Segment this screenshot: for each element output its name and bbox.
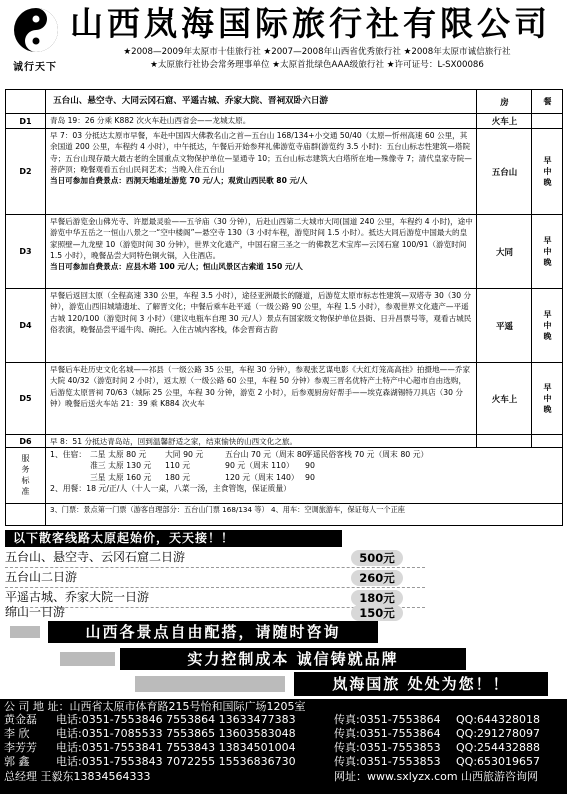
contact-row	[4, 741, 564, 754]
service-line: 4、用车：空调旅游车，保证每人一个正座	[271, 505, 405, 514]
contact-qq: QQ:291278097	[456, 727, 541, 740]
day-label: D5	[6, 363, 46, 434]
contact-fax: 传真:0351-7553864	[334, 713, 441, 726]
day-description: 青岛 19：26 分乘 K882 次火车赴山西省会——龙城太原。	[47, 114, 477, 128]
honors-line: ★太原旅行社协会常务理事单位 ★太原首批绿色AAA级旅行社 ★许可证号：L-SX00086	[150, 60, 484, 70]
day-meals: 早 中 晚	[543, 236, 552, 267]
letterhead	[0, 0, 567, 86]
day-description: 早餐后游览金山佛光寺、许愿最灵验——五爷庙（30 分钟），后赴山西第二大城市大同(国道 240 公里，车程约 4 小时)，途中游览中华五岳之一恒山八景之一“空中楼阁”—悬空寺 130（3 小时车程，游览时间 1.5 小时）。抵达大同后游览中国最大的皇家照壁—九龙壁 10（游览时间 30 分钟），世界文化遗产，中国石窟三圣之一的佛教艺术宝库—云冈石窟 100/91（游览时间 1.5 小时），晚餐品尝大同特色铜火锅，入住酒店。 当日可参加自费景点：应县木塔 100 元/人；恒山风景区古索道 150 元/人	[47, 215, 477, 288]
contact-name: 郭 鑫	[4, 755, 30, 768]
day-description: 早 8：51 分抵达青岛站，回到温馨舒适之家，结束愉快的山西文化之旅。	[47, 435, 477, 447]
day-label: D4	[6, 289, 46, 362]
company-honors	[70, 46, 564, 72]
contact-footer	[0, 699, 567, 794]
price-banner: 以下散客线路太原起始价，天天接！！	[5, 530, 342, 547]
day-hotel: 五台山	[478, 129, 532, 214]
decoration	[135, 676, 285, 692]
contact-fax: 传真:0351-7553853	[334, 755, 441, 768]
day-meals: 早 中 晚	[543, 383, 552, 414]
day-label: D1	[6, 114, 46, 128]
day-hotel: 火车上	[478, 363, 532, 434]
day-meals	[533, 435, 562, 447]
day-hotel: 平遥	[478, 289, 532, 362]
day-description: 早餐后车赴历史文化名城——祁县（一级公路 35 公里，车程 30 分钟），参观张艺谋电影《大红灯笼高高挂》拍摄地——乔家大院 40/32（游览时间 2 小时），返太原（一级公路 60 公里，车程 50 分钟）参观三晋名优特产土特产中心超市自由选购，后游览太原晋祠 70/63（城际 25 公里，车程 30 分钟，游览 2 小时），后参观厨房好帮手——埃克森湖锡特刀具店（30 分钟）晚餐后送火车站 21：39 乘 K884 次火车	[47, 363, 477, 434]
day-row	[6, 215, 562, 289]
tour-name: 平遥古城、乔家大院一日游	[5, 590, 150, 604]
company-name: 山西岚海国际旅行社有限公司	[70, 4, 551, 43]
tour-name: 五台山、悬空寺、云冈石窟二日游	[5, 550, 186, 564]
slogan-banner: 实力控制成本 诚信铸就品牌	[120, 648, 466, 670]
contact-phone: 电话:0351-7553841 7553843 13834501004	[56, 741, 296, 754]
hotel-header: 房	[478, 90, 532, 113]
contact-qq: QQ:644328018	[456, 713, 541, 726]
contact-name: 李芳芳	[4, 741, 37, 754]
contact-name: 李 欣	[4, 727, 30, 740]
contact-row	[4, 713, 564, 726]
tour-price: 260元	[351, 570, 403, 586]
price-item	[5, 548, 405, 567]
day-meals: 早 中 晚	[543, 156, 552, 187]
contact-phone: 电话:0351-7553843 7072255 15536836730	[56, 755, 296, 768]
tour-name: 五台山二日游	[5, 570, 78, 584]
day-row	[6, 435, 562, 448]
decoration	[60, 652, 115, 666]
company-slogan: 诚行天下	[13, 62, 57, 73]
day-label: D2	[6, 129, 46, 214]
price-item	[5, 603, 405, 622]
service-standards-more	[6, 504, 562, 525]
hotel-row: 准三 太原 130 元 110 元 90 元（周末 110） 90	[90, 461, 315, 471]
price-item	[5, 568, 405, 587]
day-row	[6, 289, 562, 363]
contact-row	[4, 755, 564, 768]
contact-phone: 电话:0351-7553846 7553864 13633477383	[56, 713, 296, 726]
day-meals	[533, 114, 562, 128]
honors-line: ★2008—2009年太原市十佳旅行社 ★2007—2008年山西省优秀旅行社 ★2008年太原市诚信旅行社	[123, 47, 511, 57]
service-line: 2、用餐：18 元/正/人（十人一桌，八菜一汤，主食管饱，保证质量）	[50, 483, 291, 493]
day-hotel: 火车上	[478, 114, 532, 128]
yin-yang-logo-icon	[10, 6, 62, 54]
optional-activities: 当日可参加自费景点：西洞天地遗址游览 70 元/人；观赏山西民歌 80 元/人	[50, 176, 308, 186]
general-manager: 总经理 王毅东13834564333	[4, 770, 151, 783]
day-label: D3	[6, 215, 46, 288]
day-row	[6, 363, 562, 435]
slogan-banner: 山西各景点自由配搭，请随时咨询	[48, 621, 378, 643]
tour-price: 150元	[351, 605, 403, 621]
tour-price: 500元	[351, 550, 403, 566]
contact-row	[4, 727, 564, 740]
meal-header: 餐	[543, 97, 552, 106]
day-hotel: 大同	[478, 215, 532, 288]
optional-activities: 当日可参加自费景点：应县木塔 100 元/人；恒山风景区古索道 150 元/人	[50, 262, 303, 272]
day-meals: 早 中 晚	[543, 310, 552, 341]
day-hotel	[478, 435, 532, 447]
hotel-standards: 1、住宿： 二星 太原 80 元 大同 90 元 五台山 70 元（周末 80） 平遥民俗客栈 70 元（周末 80 元） 准三 太原 130 元 110 元 90 元（周末 110） 90 三星 太原 160 元 180 元 120 元（周末 140） 90	[50, 449, 558, 483]
website: 网址：www.sxlyzx.com 山西旅游咨询网	[334, 770, 539, 783]
itinerary-title: 五台山、悬空寺、大同云冈石窟、平遥古城、乔家大院、晋祠双卧六日游	[47, 90, 477, 113]
contact-fax: 传真:0351-7553853	[334, 741, 441, 754]
company-address: 公 司 地 址：山西省太原市体育路215号怡和国际广场1205室	[4, 700, 306, 713]
contact-qq: QQ:653019657	[456, 755, 541, 768]
tour-name: 绵山一日游	[5, 605, 66, 619]
service-line: 3、门票：景点第一门票（游客自理部分：五台山门票 168/134 等）	[50, 505, 269, 514]
decoration	[10, 626, 40, 638]
hotel-row: 三星 太原 160 元 180 元 120 元（周末 140） 90	[90, 472, 315, 482]
contact-fax: 传真:0351-7553864	[334, 727, 441, 740]
contact-name: 黄金磊	[4, 713, 37, 726]
day-description: 早餐后返回太原（全程高速 330 公里，车程 3.5 小时），途径亚洲最长的隧道，后游览太原市标志性建筑—双塔寺 30（30 分钟），游览山西旧城墙遗址、了解晋文化；中餐后乘车赴平遥（一级公路 90 公里，车程 1.5 小时），参观世界文化遗产—平遥古城 120/100（游览时间 3 小时）（建议电瓶车自理 30 元/人）景点有国家级文物保护单位县衙、日升昌票号等，观看古城民俗表演，晚餐品尝平遥牛肉、碗托。入住古城内客栈，体会晋商古韵	[47, 289, 477, 362]
hotel-row: 二星 太原 80 元 大同 90 元 五台山 70 元（周末 80） 平遥民俗客栈 70 元（周末 80 元）	[90, 450, 429, 459]
contact-phone: 电话:0351-7085533 7553865 13603583048	[56, 727, 296, 740]
service-standards	[6, 448, 562, 504]
tour-price: 180元	[351, 590, 403, 606]
service-label: 服务标准	[6, 448, 46, 503]
day-label: D6	[6, 435, 46, 447]
itinerary-title-row	[6, 90, 562, 114]
contact-row	[4, 770, 564, 783]
itinerary-table	[5, 89, 563, 526]
day-description: 早 7：03 分抵达太原市早餐，车赴中国四大佛教名山之首—五台山 168/134+小交通 50/40（太原—忻州高速 60 公里，其余国道 200 公里，车程约 4 小时），中午抵达，午餐后开始参拜礼佛游览寺庙群(游览约 3.5 小时)：五台山标志性建筑—塔院寺；五台山现存最大最古老的全国重点文物保护单位—显通寺 10；五台山标志建筑大白塔所在地—殊像寺 7；清代皇家寺院—菩萨顶；晚餐观看五台山民间艺术；当晚入住五台山 当日可参加自费景点：西洞天地遗址游览 70 元/人；观赏山西民歌 80 元/人	[47, 129, 477, 214]
contact-qq: QQ:254432888	[456, 741, 541, 754]
slogan-banner: 岚海国旅 处处为您！！	[294, 672, 548, 696]
day-row	[6, 129, 562, 215]
day-row	[6, 114, 562, 129]
